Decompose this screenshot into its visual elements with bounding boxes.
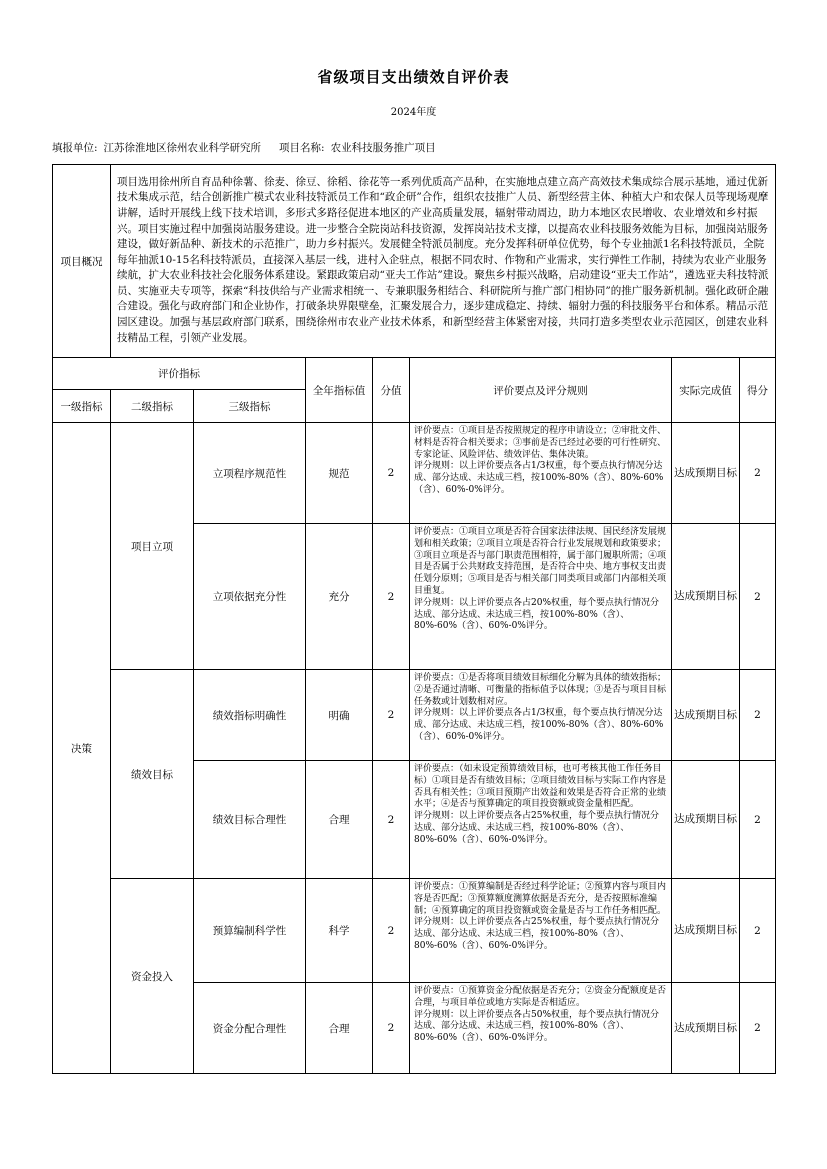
score-cell: 2 <box>740 524 776 670</box>
score-cell: 2 <box>740 423 776 524</box>
score-cell: 2 <box>740 761 776 879</box>
weight-cell: 2 <box>373 670 410 761</box>
overview-text: 项目选用徐州所自育品种徐薯、徐麦、徐豆、徐稻、徐花等一系列优质高产品种，在实施地点建立高产高效技术集成综合展示基地，通过优新技术集成示范，结合创新推广模式农业科技特派员工作和“政企研”合作，组织农技推广人员、新型经营主体、种植大户和农保人员等现场观摩讲解，适时开展线上线下技术培训，多形式多路径促进本地区的产业高质量发展，辐射带动周边，助力本地区农民增收、农业增效和乡村振兴。项目实施过程中加强岗站服务建设。进一步整合全院岗站科技资源，发挥岗站技术支撑，以提高农业科技服务效能为目标，加强岗站服务建设，做好新品种、新技术的示范推广，助力乡村振兴。发展健全特派员制度。充分发挥科研单位优势，每个专业抽派1名科技特派员，全院每年抽派10-15名科技特派员，直接深入基层一线，进村入企驻点，根据不同农时、作物和产业需求，实行弹性工作制，持续为农业产业服务续航，扩大农业科技社会化服务体系建设。紧跟政策启动“亚夫工作站”建设。聚焦乡村振兴战略，启动建设“亚夫工作站”，遴选亚夫科技特派员、实施亚夫专项等，探索“科技供给与产业需求相统一、专兼职服务相结合、科研院所与推广部门相协同”的推广服务新机制。强化政研企融合建设。强化与政府部门和企业协作，打破条块界限壁垒，汇聚发展合力，逐步建成稳定、持续、辐射力强的科技服务平台和体系。精品示范园区建设。加强与基层政府部门联系，围绕徐州市农业产业技术体系，和新型经营主体紧密对接，共同打造多类型农业示范园区，创建农业科技精品工程，引领产业发展。 <box>111 165 776 358</box>
weight-cell: 2 <box>373 761 410 879</box>
level2-cell: 项目立项 <box>111 423 194 670</box>
actual-cell: 达成预期目标 <box>672 670 740 761</box>
annual-target-header: 全年指标值 <box>306 358 373 423</box>
actual-header: 实际完成值 <box>672 358 740 423</box>
level2-cell: 绩效目标 <box>111 670 194 879</box>
level1-header: 一级指标 <box>53 390 111 423</box>
actual-cell: 达成预期目标 <box>672 761 740 879</box>
level1-cell: 决策 <box>53 423 111 1074</box>
eval-indicator-header: 评价指标 <box>53 358 306 390</box>
rules-header: 评价要点及评分规则 <box>410 358 672 423</box>
target-cell: 合理 <box>306 983 373 1074</box>
level3-cell: 绩效目标合理性 <box>194 761 306 879</box>
table-row <box>53 879 776 983</box>
score-cell: 2 <box>740 670 776 761</box>
target-cell: 明确 <box>306 670 373 761</box>
overview-label: 项目概况 <box>53 165 111 358</box>
evaluation-table <box>52 164 776 1074</box>
level2-cell: 资金投入 <box>111 879 194 1074</box>
project-value: 农业科技服务推广项目 <box>330 142 436 154</box>
table-row <box>53 423 776 524</box>
rules-cell: 评价要点：①是否将项目绩效目标细化分解为具体的绩效指标；②是否通过清晰、可衡量的指标值予以体现；③是否与项目目标任务数或计划数相对应。 评分规则：以上评价要点各占1/3权重，每个要点执行情况分达成、部分达成、未达成三档，按100%-80%（含）、80%-60%（含）、60%-0%评分。 <box>410 670 672 761</box>
rules-cell: 评价要点：①项目是否按照规定的程序申请设立；②审批文件、材料是否符合相关要求；③事前是否已经过必要的可行性研究、专家论证、风险评估、绩效评估、集体决策。 评分规则：以上评价要点各占1/3权重，每个要点执行情况分达成、部分达成、未达成三档，按100%-80%（含）、80%-60%（含）、60%-0%评分。 <box>410 423 672 524</box>
target-cell: 规范 <box>306 423 373 524</box>
rules-cell: 评价要点：①预算资金分配依据是否充分；②资金分配额度是否合理，与项目单位或地方实际是否相适应。 评分规则：以上评价要点各占50%权重，每个要点执行情况分达成、部分达成、未达成三档，按100%-80%（含）、80%-60%（含）、60%-0%评分。 <box>410 983 672 1074</box>
target-cell: 科学 <box>306 879 373 983</box>
report-year: 2024年度 <box>390 107 437 118</box>
level3-cell: 资金分配合理性 <box>194 983 306 1074</box>
rules-cell: 评价要点：（如未设定预算绩效目标，也可考核其他工作任务目标）①项目是否有绩效目标；②项目绩效目标与实际工作内容是否具有相关性；③项目预期产出效益和效果是否符合正常的业绩水平；④是否与预算确定的项目投资额或资金量相匹配。 评分规则：以上评价要点各占25%权重，每个要点执行情况分达成、部分达成、未达成三档，按100%-80%（含）、80%-60%（含）、60%-0%评分。 <box>410 761 672 879</box>
level3-cell: 预算编制科学性 <box>194 879 306 983</box>
weight-cell: 2 <box>373 423 410 524</box>
actual-cell: 达成预期目标 <box>672 524 740 670</box>
actual-cell: 达成预期目标 <box>672 983 740 1074</box>
score-cell: 2 <box>740 879 776 983</box>
rules-cell: 评价要点：①预算编制是否经过科学论证；②预算内容与项目内容是否匹配；③预算额度测算依据是否充分，是否按照标准编制；④预算确定的项目投资额或资金量是否与工作任务相匹配。 评分规则：以上评价要点各占25%权重，每个要点执行情况分达成、部分达成、未达成三档，按100%-80%（含）、80%-60%（含）、60%-0%评分。 <box>410 879 672 983</box>
page-title: 省级项目支出绩效自评价表 <box>317 68 510 86</box>
actual-cell: 达成预期目标 <box>672 423 740 524</box>
target-cell: 合理 <box>306 761 373 879</box>
rules-cell: 评价要点：①项目立项是否符合国家法律法规、国民经济发展规划和相关政策；②项目立项是否符合行业发展规划和政策要求；③项目立项是否与部门职责范围相符，属于部门履职所需；④项目是否属于公共财政支持范围，是否符合中央、地方事权支出责任划分原则；⑤项目是否与相关部门同类项目或部门内部相关项目重复。 评分规则：以上评价要点各占20%权重，每个要点执行情况分达成、部分达成、未达成三档，按100%-80%（含）、80%-60%（含）、60%-0%评分。 <box>410 524 672 670</box>
level3-cell: 绩效指标明确性 <box>194 670 306 761</box>
actual-cell: 达成预期目标 <box>672 879 740 983</box>
weight-header: 分值 <box>373 358 410 423</box>
level3-cell: 立项依据充分性 <box>194 524 306 670</box>
unit-label: 填报单位: <box>52 142 98 154</box>
weight-cell: 2 <box>373 983 410 1074</box>
weight-cell: 2 <box>373 879 410 983</box>
score-header: 得分 <box>740 358 776 423</box>
level3-cell: 立项程序规范性 <box>194 423 306 524</box>
unit-value: 江苏徐淮地区徐州农业科学研究所 <box>103 142 262 154</box>
level2-header: 二级指标 <box>111 390 194 423</box>
level3-header: 三级指标 <box>194 390 306 423</box>
project-label: 项目名称: <box>279 142 325 154</box>
table-row <box>53 670 776 761</box>
score-cell: 2 <box>740 983 776 1074</box>
header-info <box>52 140 442 155</box>
target-cell: 充分 <box>306 524 373 670</box>
weight-cell: 2 <box>373 524 410 670</box>
